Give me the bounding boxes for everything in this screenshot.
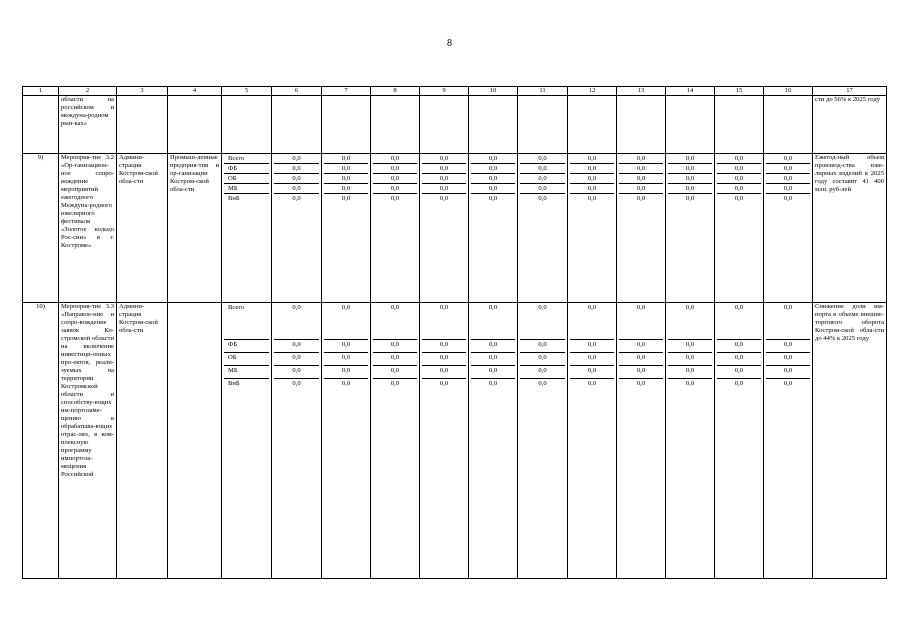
funding-value: 0,0 [668,174,712,184]
funding-value: 0,0 [341,155,351,162]
header-cell: 3 [117,87,168,96]
executor-cell: Админи-страция Костром-ской обла-сти [117,303,168,579]
funding-value: 0,0 [324,379,368,392]
header-cell: 6 [272,87,322,96]
funding-value: 0,0 [324,194,368,204]
funding-value: 0,0 [422,366,466,379]
header-cell: 15 [715,87,764,96]
funding-value: 0,0 [783,155,793,162]
funding-value: 0,0 [292,304,301,311]
funding-value: 0,0 [324,353,368,366]
header-cell: 14 [666,87,715,96]
value-cell [420,96,469,154]
funding-value: 0,0 [324,184,368,194]
value-cell [568,154,617,303]
funding-value: 0,0 [324,366,368,379]
funding-value: 0,0 [373,379,417,392]
measure-cell: области на российском и междуна-родном рын-ках» [59,96,117,154]
funding-value: 0,0 [324,174,368,184]
funding-value: 0,0 [766,366,810,379]
funding-value: 0,0 [422,174,466,184]
header-cell: 9 [420,87,469,96]
header-row [23,87,887,96]
funding-value: 0,0 [766,164,810,174]
value-cell [666,96,715,154]
value-cell [420,154,469,303]
value-cell [322,154,371,303]
funding-value: 0,0 [766,353,810,366]
value-cell [469,154,518,303]
funding-value: 0,0 [570,379,614,392]
source-cell [222,96,272,154]
measure-cell: Мероприя-тие 3.2 «Ор-ганизацион-ное сопро-вождение мероприятий ежегодного Междуна-родного ювелирного фестиваля «Золотое кольцо Рос-сии» в г. Костроме» [59,154,117,303]
participant-cell [168,303,222,579]
funding-value: 0,0 [685,304,695,311]
funding-value: 0,0 [422,184,466,194]
funding-value: 0,0 [734,155,744,162]
header-cell: 10 [469,87,518,96]
value-cell [715,303,764,579]
header-cell: 1 [23,87,59,96]
funding-source: МБ [224,184,269,194]
funding-value: 0,0 [390,304,400,311]
funding-value: 0,0 [471,194,515,204]
value-cell [371,96,420,154]
row-number [23,96,59,154]
value-cell [666,154,715,303]
funding-value: 0,0 [373,194,417,204]
value-cell [322,96,371,154]
funding-value: 0,0 [538,155,547,162]
value-cell [371,154,420,303]
funding-value: 0,0 [439,304,449,311]
funding-value: 0,0 [619,379,663,392]
funding-value: 0,0 [570,353,614,366]
funding-value: 0,0 [766,184,810,194]
header-cell: 12 [568,87,617,96]
funding-value: 0,0 [619,194,663,204]
funding-value: 0,0 [422,353,466,366]
funding-value: 0,0 [520,164,565,174]
funding-value: 0,0 [766,194,810,204]
value-cell [764,303,813,579]
funding-value: 0,0 [471,164,515,174]
funding-value: 0,0 [274,184,319,194]
executor-cell [117,96,168,154]
table-row [23,303,887,579]
value-cell [371,303,420,579]
header-cell: 11 [518,87,568,96]
funding-value: 0,0 [520,353,565,366]
funding-value: 0,0 [668,184,712,194]
funding-value: 0,0 [717,184,761,194]
funding-value: 0,0 [373,174,417,184]
table-row [23,154,887,303]
value-cell [469,96,518,154]
funding-value: 0,0 [570,174,614,184]
funding-source: МБ [224,366,269,379]
funding-value: 0,0 [766,379,810,392]
funding-value: 0,0 [619,184,663,194]
header-cell: 13 [617,87,666,96]
funding-value: 0,0 [570,164,614,174]
funding-source: Всего [228,155,245,162]
funding-value: 0,0 [570,340,614,353]
funding-value: 0,0 [520,340,565,353]
funding-value: 0,0 [292,155,301,162]
funding-value: 0,0 [619,340,663,353]
funding-value: 0,0 [668,340,712,353]
funding-value: 0,0 [471,366,515,379]
funding-value: 0,0 [471,174,515,184]
funding-value: 0,0 [766,174,810,184]
funding-value: 0,0 [520,174,565,184]
funding-value: 0,0 [471,340,515,353]
funding-value: 0,0 [373,340,417,353]
source-cell [222,303,272,579]
funding-value: 0,0 [520,194,565,204]
page-number: 8 [447,38,452,49]
funding-value: 0,0 [668,366,712,379]
measure-cell: Мероприя-тие 3.3 «Направле-ние и сопро-вождение заявок Ко-стромской области на включение инвестици-онных про-ектов, реали-зуемых на территории Костромской области и способству-ющих им-портозаме-щению в обрабатыва-ющих отрас-лях, в ком-плексную программу импортоза-мещения Российской [59,303,117,579]
funding-value: 0,0 [422,379,466,392]
funding-value: 0,0 [619,174,663,184]
funding-value: 0,0 [274,340,319,353]
result-cell: Снижение доли им-порта в объеме внешне-торгового оборота Костром-ской обла-сти до 44% к 2025 году [813,303,887,579]
funding-value: 0,0 [422,194,466,204]
funding-source: ОБ [224,353,269,366]
funding-value: 0,0 [488,155,498,162]
funding-value: 0,0 [570,194,614,204]
funding-value: 0,0 [439,155,449,162]
funding-value: 0,0 [373,366,417,379]
funding-value: 0,0 [274,174,319,184]
funding-value: 0,0 [734,304,744,311]
value-cell [518,303,568,579]
value-cell [272,154,322,303]
header-cell: 2 [59,87,117,96]
funding-value: 0,0 [274,164,319,174]
funding-value: 0,0 [636,155,646,162]
funding-source: ФБ [224,340,269,353]
funding-source: ОБ [224,174,269,184]
funding-value: 0,0 [570,366,614,379]
funding-value: 0,0 [717,340,761,353]
funding-value: 0,0 [619,366,663,379]
funding-value: 0,0 [373,164,417,174]
value-cell [272,96,322,154]
value-cell [272,303,322,579]
header-cell: 16 [764,87,813,96]
funding-value: 0,0 [619,164,663,174]
funding-value: 0,0 [422,340,466,353]
participant-cell [168,96,222,154]
funding-source: ВнБ [224,379,269,392]
funding-value: 0,0 [341,304,351,311]
row-number: 10) [23,303,59,579]
funding-value: 0,0 [471,184,515,194]
table-row [23,96,887,154]
funding-value: 0,0 [717,353,761,366]
funding-value: 0,0 [274,194,319,204]
value-cell [420,303,469,579]
source-cell [222,154,272,303]
value-cell [666,303,715,579]
value-cell [715,96,764,154]
funding-value: 0,0 [619,353,663,366]
funding-value: 0,0 [587,304,597,311]
funding-value: 0,0 [324,340,368,353]
funding-value: 0,0 [587,155,597,162]
value-cell [568,303,617,579]
funding-value: 0,0 [783,304,793,311]
funding-value: 0,0 [324,164,368,174]
funding-value: 0,0 [373,184,417,194]
funding-value: 0,0 [685,155,695,162]
value-cell [764,154,813,303]
funding-value: 0,0 [373,353,417,366]
result-cell: сти до 56% к 2025 году [813,96,887,154]
value-cell [617,96,666,154]
funding-value: 0,0 [471,379,515,392]
funding-value: 0,0 [717,379,761,392]
funding-value: 0,0 [520,184,565,194]
value-cell [469,303,518,579]
funding-source: ФБ [224,164,269,174]
participant-cell: Промыш-ленные предприя-тия и ор-ганизации Костром-ской обла-сти [168,154,222,303]
funding-value: 0,0 [766,340,810,353]
program-table [22,86,887,579]
header-cell: 17 [813,87,887,96]
value-cell [518,96,568,154]
funding-value: 0,0 [390,155,400,162]
funding-source: ВнБ [224,194,269,204]
funding-value: 0,0 [717,366,761,379]
funding-value: 0,0 [668,164,712,174]
value-cell [617,303,666,579]
funding-value: 0,0 [471,353,515,366]
funding-value: 0,0 [520,379,565,392]
header-cell: 5 [222,87,272,96]
funding-value: 0,0 [488,304,498,311]
value-cell [715,154,764,303]
value-cell [568,96,617,154]
funding-value: 0,0 [636,304,646,311]
value-cell [518,154,568,303]
header-cell: 8 [371,87,420,96]
value-cell [617,154,666,303]
result-cell: Ежегод-ный объем производ-ства юве-лирных изделий в 2025 году составит 41 400 млн. руб-лей [813,154,887,303]
header-cell: 4 [168,87,222,96]
funding-value: 0,0 [274,379,319,392]
funding-value: 0,0 [717,194,761,204]
funding-value: 0,0 [274,353,319,366]
row-number: 9) [23,154,59,303]
funding-source: Всего [228,304,245,311]
funding-value: 0,0 [570,184,614,194]
funding-value: 0,0 [520,366,565,379]
value-cell [322,303,371,579]
funding-value: 0,0 [668,194,712,204]
funding-value: 0,0 [668,353,712,366]
funding-value: 0,0 [274,366,319,379]
funding-value: 0,0 [538,304,547,311]
executor-cell: Админи-страция Костром-ской обла-сти [117,154,168,303]
funding-value: 0,0 [668,379,712,392]
header-cell: 7 [322,87,371,96]
funding-value: 0,0 [717,174,761,184]
value-cell [764,96,813,154]
funding-value: 0,0 [422,164,466,174]
funding-value: 0,0 [717,164,761,174]
